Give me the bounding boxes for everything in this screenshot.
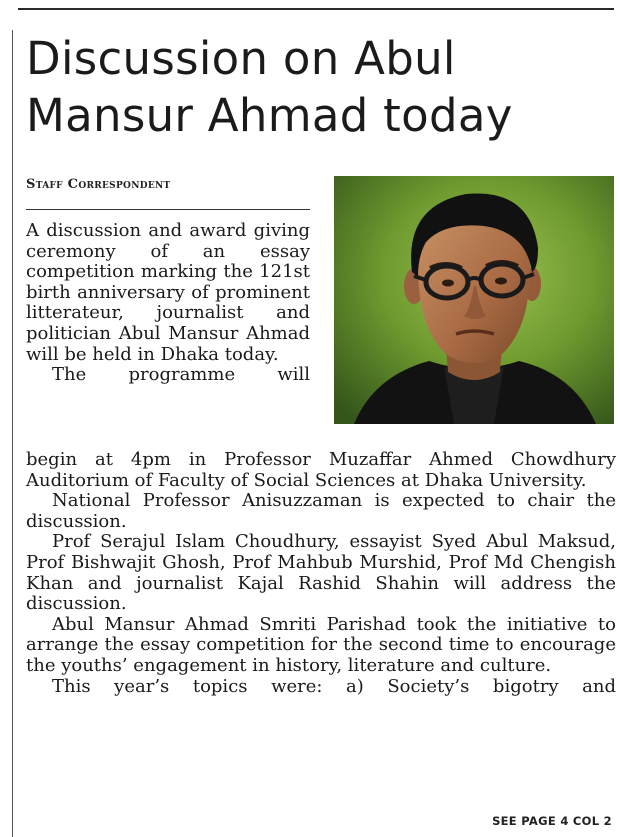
headline-line-2: Mansur Ahmad today <box>26 89 513 142</box>
paragraph-1: A discussion and award giving ceremony of an essay competition marking the 121st birth anniversary of prominent litterateur, journalist and politician Abul Mansur Ahmad will be held in Dhaka today. <box>26 220 310 365</box>
byline-rule <box>26 209 310 210</box>
paragraph-3: National Professor Anisuzzaman is expected to chair the discussion. <box>26 490 616 532</box>
headline <box>26 30 616 144</box>
portrait-photo <box>334 176 614 424</box>
paragraph-2-rest: begin at 4pm in Professor Muzaffar Ahmed Chowdhury Auditorium of Faculty of Social Sciences at Dhaka University. <box>26 449 616 491</box>
paragraph-5: Abul Mansur Ahmad Smriti Parishad took the initiative to arrange the essay competition for the second time to encourage the youths’ engagement in history, literature and culture. <box>26 613 616 676</box>
column-rule <box>12 30 13 837</box>
continuation-jump: SEE PAGE 4 COL 2 <box>492 814 612 828</box>
top-rule <box>18 8 614 10</box>
article-body-bottom <box>26 450 616 697</box>
paragraph-6: This year’s topics were: a) Society’s bigotry and <box>52 675 616 697</box>
article-body-top <box>26 221 310 386</box>
headline-line-1: Discussion on Abul <box>26 32 456 85</box>
paragraph-2-start: The programme will <box>52 364 310 386</box>
byline: Staff Correspondent <box>26 177 171 192</box>
portrait-illustration <box>334 176 614 424</box>
paragraph-4: Prof Serajul Islam Choudhury, essayist Syed Abul Maksud, Prof Bishwajit Ghosh, Prof Mahbub Murshid, Prof Md Chengish Khan and journalist Kajal Rashid Shahin will address the discussion. <box>26 531 616 615</box>
